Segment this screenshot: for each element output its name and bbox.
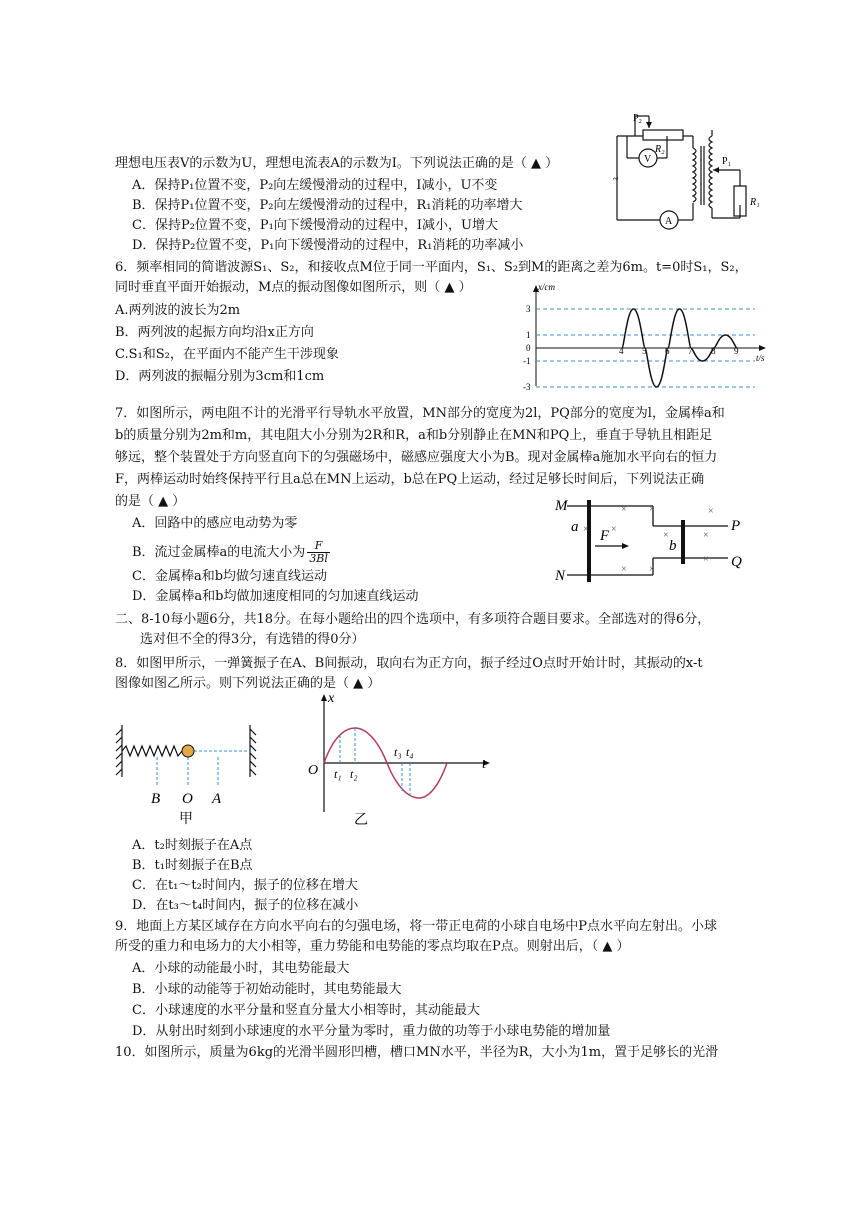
q7-option-a: A．回路中的感应电动势为零 <box>132 516 298 531</box>
section2-line2: 选对但不全的得3分，有选错的得0分） <box>140 632 365 647</box>
p2-label: P₂ <box>633 113 643 124</box>
label-x: x <box>328 691 335 706</box>
q7-option-b <box>132 540 330 565</box>
p1-label: P₁ <box>722 156 732 167</box>
q8-option-b: B．t₁时刻振子在B点 <box>132 858 253 873</box>
q7-fraction-denominator: 3Bl <box>309 552 328 565</box>
section2-line1: 二、8-10每小题6分，共18分。在每小题给出的四个选项中，有多项符合题目要求。全部选对的得6分， <box>115 612 711 627</box>
q5-circuit-figure <box>605 108 775 233</box>
field-cross: × <box>649 564 655 575</box>
x-tick-label: 7 <box>688 346 693 356</box>
label-t: t <box>482 757 486 772</box>
q8-option-c: C．在t₁～t₂时间内，振子的位移在增大 <box>132 878 358 893</box>
x-tick-label: 5 <box>642 346 647 356</box>
label-f: F <box>600 528 610 544</box>
q8-option-a: A．t₂时刻振子在A点 <box>132 838 253 853</box>
x-axis-label: t/s <box>756 353 765 363</box>
field-cross: × <box>649 504 655 515</box>
y-axis-label: x/cm <box>538 282 555 292</box>
q9-stem-line2: 所受的重力和电场力的大小相等，重力势能和电势能的零点均取在P点。则射出后，（ ▲ ） <box>115 939 630 954</box>
label-p: P <box>731 518 741 534</box>
label-t1: t₁ <box>334 767 342 781</box>
label-m: M <box>555 498 568 514</box>
label-b: B <box>151 791 161 807</box>
q6-stem-line2: 同时垂直平面开始振动，M点的振动图像如图所示，则（ ▲ ） <box>115 280 472 295</box>
q8-stem-line1: 8．如图甲所示，一弹簧振子在A、B间振动，取向右为正方向，振子经过O点时开始计时，其振动的x-t <box>115 656 703 671</box>
field-cross: × <box>708 506 714 517</box>
field-cross: × <box>703 554 709 565</box>
q9-option-b: B．小球的动能等于初始动能时，其电势能最大 <box>132 982 402 997</box>
r2-label: R₂ <box>655 144 665 155</box>
q7-option-c: C．金属棒a和b均做匀速直线运动 <box>132 569 328 584</box>
field-cross: × <box>621 504 627 515</box>
y-tick-label: -3 <box>523 382 531 392</box>
field-cross: × <box>663 530 669 541</box>
q7-fraction <box>307 540 330 565</box>
q5-option-c: C．保持P₂位置不变，P₁向下缓慢滑动的过程中，I减小，U增大 <box>132 218 498 233</box>
label-q: Q <box>731 554 742 570</box>
q9-stem-line1: 9．地面上方某区域存在方向水平向右的匀强电场，将一带正电荷的小球自电场中P点水平向左射出。小球 <box>115 919 718 934</box>
label-t4: t₄ <box>406 745 414 759</box>
field-cross: × <box>583 524 589 535</box>
caption-yi: 乙 <box>354 813 368 828</box>
q8-option-d: D．在t₃～t₄时间内，振子的位移在减小 <box>132 898 359 913</box>
x-axis-arrow <box>759 345 766 351</box>
label-o: O <box>308 763 319 778</box>
q9-option-c: C．小球速度的水平分量和竖直分量大小相等时，其动能最大 <box>132 1003 480 1018</box>
q7-option-d: D．金属棒a和b均做加速度相同的匀加速直线运动 <box>132 589 419 604</box>
y-tick-label: 0 <box>526 343 531 353</box>
oscillator-ball <box>182 745 194 757</box>
label-n: N <box>555 568 566 584</box>
q9-option-a: A．小球的动能最小时，其电势能最大 <box>132 961 350 976</box>
label-t2: t₂ <box>350 767 358 781</box>
q8-xt-graph <box>302 690 502 828</box>
q5-option-d: D．保持P₂位置不变，P₁向下缓慢滑动的过程中，R₁消耗的功率减小 <box>132 238 524 253</box>
label-a: A <box>212 791 222 807</box>
x-tick-label: 8 <box>711 346 716 356</box>
q8-stem-line2: 图像如图乙所示。则下列说法正确的是（ ▲ ） <box>115 676 381 691</box>
label-b: b <box>669 538 677 554</box>
rod-a <box>587 500 591 582</box>
q6-vibration-chart <box>520 282 770 392</box>
q10-stem-line1: 10．如图所示，质量为6kg的光滑半圆形凹槽，槽口MN水平，半径为R，大小为1m，置于足够长的光滑 <box>115 1045 719 1060</box>
label-o: O <box>182 791 193 807</box>
q7-stem-line3: 够远，整个装置处于方向竖直向下的匀强磁场中，磁感应强度大小为B。现对金属棒a施加水平向右的恒力 <box>115 450 718 465</box>
label-t3: t₃ <box>394 745 402 759</box>
x-tick-label: 4 <box>619 346 624 356</box>
q7-stem-line1: 7．如图所示，两电阻不计的光滑平行导轨水平放置，MN部分的宽度为2l，PQ部分的宽度为l，金属棒a和 <box>115 406 725 421</box>
field-cross: × <box>621 564 627 575</box>
rod-b <box>681 520 685 564</box>
caption-jia: 甲 <box>179 812 193 825</box>
field-cross: × <box>611 524 617 535</box>
field-cross: × <box>703 530 709 541</box>
r1-label: R₁ <box>750 197 760 208</box>
q7-stem-line2: b的质量分别为2m和m，其电阻大小分别为2R和R，a和b分别静止在MN和PQ上，垂直于导轨且相距足 <box>115 428 713 443</box>
ammeter-label: A <box>665 216 673 227</box>
voltmeter-label: V <box>644 154 652 165</box>
q7-rails-figure <box>553 492 768 584</box>
x-tick-label: 6 <box>665 346 670 356</box>
q6-option-b: B．两列波的起振方向均沿x正方向 <box>115 325 314 340</box>
q5-stem: 理想电压表V的示数为U，理想电流表A的示数为I。下列说法正确的是（ ▲ ） <box>115 156 559 171</box>
q6-option-a: A.两列波的波长为2m <box>115 303 241 318</box>
q5-option-b: B．保持P₁位置不变，P₂向左缓慢滑动的过程中，R₁消耗的功率增大 <box>132 198 523 213</box>
q9-option-d: D．从射出时刻到小球速度的水平分量为零时，重力做的功等于小球电势能的增加量 <box>132 1024 611 1039</box>
q6-stem-line1: 6．频率相同的简谐波源S₁、S₂，和接收点M位于同一平面内，S₁、S₂到M的距离之差为6m。t=0时S₁，S₂， <box>115 260 748 275</box>
y-tick-label: -1 <box>523 356 531 366</box>
q7-stem-line4: F，两棒运动时始终保持平行且a总在MN上运动，b总在PQ上运动，经过足够长时间后，下列说法正确 <box>115 472 705 487</box>
ac-source-label: ~ <box>613 174 619 185</box>
q7-stem-line5: 的是（ ▲ ） <box>115 494 186 509</box>
q8-spring-figure <box>112 715 262 825</box>
q6-option-c: C.S₁和S₂，在平面内不能产生干涉现象 <box>115 347 339 362</box>
q7-fraction-numerator: F <box>307 540 330 553</box>
y-tick-label: 1 <box>526 330 531 340</box>
q5-option-a: A．保持P₁位置不变，P₂向左缓慢滑动的过程中，I减小，U不变 <box>132 178 498 193</box>
q7-option-b-text: B．流过金属棒a的电流大小为 <box>132 545 306 560</box>
label-a: a <box>571 519 579 535</box>
q6-option-d: D．两列波的振幅分别为3cm和1cm <box>115 369 325 384</box>
x-tick-label: 9 <box>734 346 739 356</box>
y-tick-label: 3 <box>526 304 531 314</box>
